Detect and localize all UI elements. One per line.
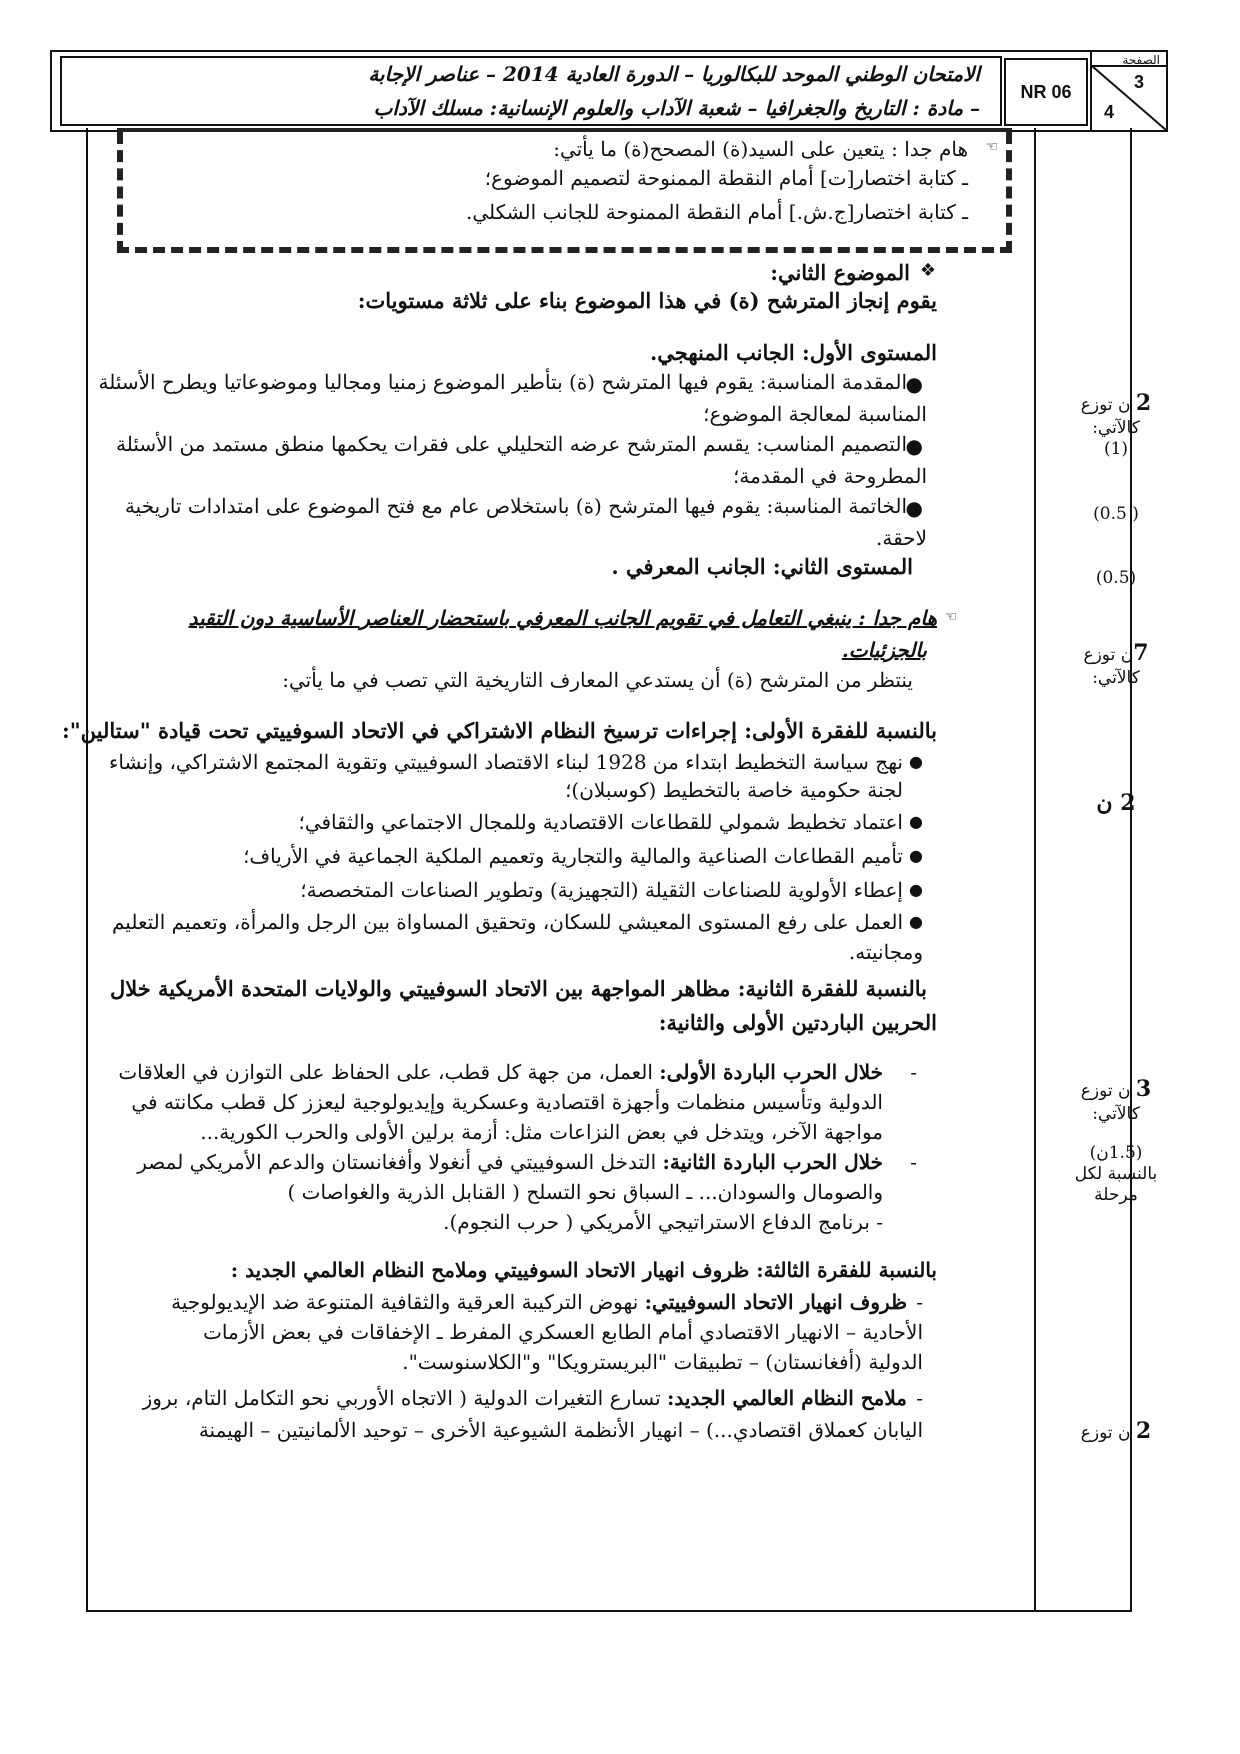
level1-conclusion-line2: لاحقة. xyxy=(876,526,927,550)
para3-item2-line2: اليابان كعملاق اقتصادي...) – انهيار الأنظمة الشيوعية الأخرى – توحيد الألمانيتين – الهيمنة xyxy=(198,1418,923,1442)
para1-item2: اعتماد تخطيط شمولي للقطاعات الاقتصادية وللمجال الاجتماعي والثقافي؛ xyxy=(298,810,903,834)
mark-para2-points: 3 xyxy=(1135,1076,1152,1102)
exam-code-text: NR 06 xyxy=(1020,81,1072,102)
level2-title: المستوى الثاني: الجانب المعرفي . xyxy=(611,554,913,579)
bullet-icon: ● xyxy=(909,912,923,931)
page-current: 3 xyxy=(1133,72,1144,92)
bullet-icon: ● xyxy=(909,752,923,771)
dash-icon: - xyxy=(910,1150,917,1174)
page-total: 4 xyxy=(1103,102,1114,122)
dash-icon: - xyxy=(910,1060,917,1084)
mark-level1-distribution: كالآتي: xyxy=(1092,417,1140,438)
bullet-icon: ● xyxy=(905,434,923,458)
pointing-hand-icon: ☜ xyxy=(985,139,998,155)
para3-item2-heading: ملامح النظام العالمي الجديد: xyxy=(667,1386,907,1410)
bullet-icon: ● xyxy=(905,496,923,520)
bullet-icon: ● xyxy=(909,880,923,899)
para3-item2-line1 xyxy=(143,1388,907,1408)
para2-title-line2: الحربين الباردتين الأولى والثانية: xyxy=(658,1010,937,1035)
mark-level1-plan: ( 0.5) xyxy=(1093,504,1139,524)
bullet-icon: ● xyxy=(909,846,923,865)
para1-item5-line2: ومجانيته. xyxy=(848,940,923,964)
note-line-3: ـ كتابة اختصار[ج.ش.] أمام النقطة الممنوحة للجانب الشكلي. xyxy=(465,200,968,224)
mark-level1-conclusion: (0.5) xyxy=(1095,568,1137,588)
para3-item1-text: نهوض التركيبة العرقية والثقافية المتنوعة ضد الإيديولوجية xyxy=(171,1290,639,1314)
para1-item5-line1: العمل على رفع المستوى المعيشي للسكان، وتحقيق المساواة بين الرجل والمرأة، وتعميم التعليم xyxy=(111,910,903,934)
subject-intro: يقوم إنجاز المترشح (ة) في هذا الموضوع بناء على ثلاثة مستويات: xyxy=(357,288,937,313)
para2-item2-line2: والصومال والسودان... ـ السباق نحو التسلح ( القنابل الذرية والغواصات ) xyxy=(287,1180,883,1204)
para2-item1-heading: خلال الحرب الباردة الأولى: xyxy=(659,1060,883,1084)
mark-level2-distribution: كالآتي: xyxy=(1092,667,1140,688)
para3-item1-line2: الأحادية – الانهيار الاقتصادي أمام الطابع العسكري المفرط ـ الإخفاقات في بعض الأزمات xyxy=(203,1320,923,1344)
para2-item2-line3: - برنامج الدفاع الاستراتيجي الأمريكي ( حرب النجوم). xyxy=(443,1210,883,1234)
level1-plan-line2: المطروحة في المقدمة؛ xyxy=(733,464,927,488)
mark-para3-label: ن توزع xyxy=(1080,1423,1131,1443)
para3-item1-line1 xyxy=(171,1292,907,1312)
para1-item3: تأميم القطاعات الصناعية والمالية والتجارية وتعميم الملكية الجماعية في الأرياف؛ xyxy=(243,844,903,868)
mark-para2-label: ن توزع xyxy=(1080,1081,1131,1101)
mark-level1 xyxy=(1072,390,1160,460)
mark-level2-points: 7 xyxy=(1133,640,1149,666)
mark-para1: 2 ن xyxy=(1096,790,1136,816)
mark-level1-points: 2 xyxy=(1135,390,1152,416)
level1-plan-line1: التصميم المناسب: يقسم المترشح عرضه التحليلي على فقرات يحكمها منطق مستمد من الأسئلة xyxy=(116,432,907,456)
para1-item4: إعطاء الأولوية للصناعات الثقيلة (التجهيزية) وتطوير الصناعات المتخصصة؛ xyxy=(300,878,903,902)
para3-item1-line3: الدولية (أفغانستان) – تطبيقات "البريسترويكا" و"الكلاسنوست". xyxy=(402,1350,923,1374)
bullet-icon: ● xyxy=(905,372,923,396)
para1-item1-line1: نهج سياسة التخطيط ابتداء من 1928 لبناء الاقتصاد السوفييتي وتقوية المجتمع الاشتراكي، وإنشاء xyxy=(108,750,903,774)
para3-title: بالنسبة للفقرة الثالثة: ظروف انهيار الاتحاد السوفييتي وملامح النظام العالمي الجديد : xyxy=(230,1258,937,1282)
para2-item1-text: العمل، من جهة كل قطب، على الحفاظ على التوازن في العلاقات xyxy=(118,1060,653,1084)
title-box xyxy=(60,56,1002,126)
exam-title: الامتحان الوطني الموحد للبكالوريا – الدورة العادية 2014 – عناصر الإجابة xyxy=(368,62,980,86)
page-number-box xyxy=(1090,52,1166,130)
header xyxy=(50,50,1168,132)
para2-item1-line3: مواجهة الآخر، ويتدخل في بعض النزاعات مثل: أزمة برلين الأولى والحرب الكورية... xyxy=(200,1120,883,1144)
diamond-bullet-icon: ❖ xyxy=(919,260,936,281)
para2-item1-line2: الدولية وتأسيس منظمات وأجهزة اقتصادية وعسكرية وإيديولوجية ليعزز كل قطب مكانته في xyxy=(131,1090,883,1114)
level1-title: المستوى الأول: الجانب المنهجي. xyxy=(649,340,937,365)
mark-para2-per-label: بالنسبة لكل xyxy=(1074,1164,1158,1184)
para2-item1-line1 xyxy=(118,1062,883,1082)
note-line-1: هام جدا : يتعين على السيد(ة) المصحح(ة) ما يأتي: xyxy=(553,137,968,161)
level2-note-line1: هام جدا : ينبغي التعامل في تقويم الجانب المعرفي باستحضار العناصر الأساسية دون التقيد xyxy=(188,606,937,630)
para2-item2-line1 xyxy=(137,1152,883,1172)
mark-level1-intro: (1) xyxy=(1103,438,1129,459)
level1-conclusion-line1: الخاتمة المناسبة: يقوم فيها المترشح (ة) باستخلاص عام مع فتح الموضوع على امتدادات تاريخية xyxy=(124,494,907,518)
mark-para2-stage-label: مرحلة xyxy=(1094,1185,1138,1206)
para2-title-line1: بالنسبة للفقرة الثانية: مظاهر المواجهة بين الاتحاد السوفييتي والولايات المتحدة الأمريكية خلال xyxy=(109,976,927,1001)
level2-expectation: ينتظر من المترشح (ة) أن يستدعي المعارف التاريخية التي تصب في ما يأتي: xyxy=(282,668,913,692)
mark-para2-per-stage: (1.5ن) xyxy=(1089,1142,1143,1163)
mark-column-divider xyxy=(1034,128,1036,1612)
para2-item2-text: التدخل السوفييتي في أنغولا وأفغانستان والدعم الأمريكي لمصر xyxy=(137,1150,657,1174)
para1-title: بالنسبة للفقرة الأولى: إجراءات ترسيخ النظام الاشتراكي في الاتحاد السوفييتي تحت قيادة "ستالين": xyxy=(61,718,937,743)
mark-para2 xyxy=(1072,1076,1160,1207)
mark-level2 xyxy=(1072,640,1160,689)
level2-note-line2: بالجزئيات. xyxy=(841,638,927,662)
level1-intro-line2: المناسبة لمعالجة الموضوع؛ xyxy=(703,402,927,426)
para3-item2-text: تسارع التغيرات الدولية ( الاتجاه الأوربي نحو التكامل التام، بروز xyxy=(142,1386,661,1410)
mark-level2-label: ن توزع xyxy=(1083,645,1134,665)
dash-icon: - xyxy=(916,1290,923,1314)
pointing-hand-icon: ☜ xyxy=(944,609,957,625)
para2-item2-heading: خلال الحرب الباردة الثانية: xyxy=(662,1150,883,1174)
para3-item1-heading: ظروف انهيار الاتحاد السوفييتي: xyxy=(644,1290,907,1314)
mark-para3 xyxy=(1072,1418,1160,1446)
dash-icon: - xyxy=(916,1386,923,1410)
subject-title: الموضوع الثاني: xyxy=(770,260,910,285)
mark-level1-label: ن توزع xyxy=(1080,395,1131,415)
page-label: الصفحة xyxy=(1122,53,1160,67)
exam-subtitle: – مادة : التاريخ والجغرافيا – شعبة الآداب والعلوم الإنسانية: مسلك الآداب xyxy=(373,96,980,120)
exam-code xyxy=(1004,58,1088,126)
mark-para2-distribution: كالآتي: xyxy=(1092,1103,1140,1124)
note-line-2: ـ كتابة اختصار[ت] أمام النقطة الممنوحة لتصميم الموضوع؛ xyxy=(484,166,968,190)
bullet-icon: ● xyxy=(909,812,923,831)
para1-item1-line2: لجنة حكومية خاصة بالتخطيط (كوسبلان)؛ xyxy=(565,778,903,802)
mark-para3-points: 2 xyxy=(1135,1418,1152,1444)
level1-intro-line1: المقدمة المناسبة: يقوم فيها المترشح (ة) بتأطير الموضوع زمنيا ومجاليا وموضوعاتيا ويطرح الأسئلة xyxy=(98,370,907,394)
